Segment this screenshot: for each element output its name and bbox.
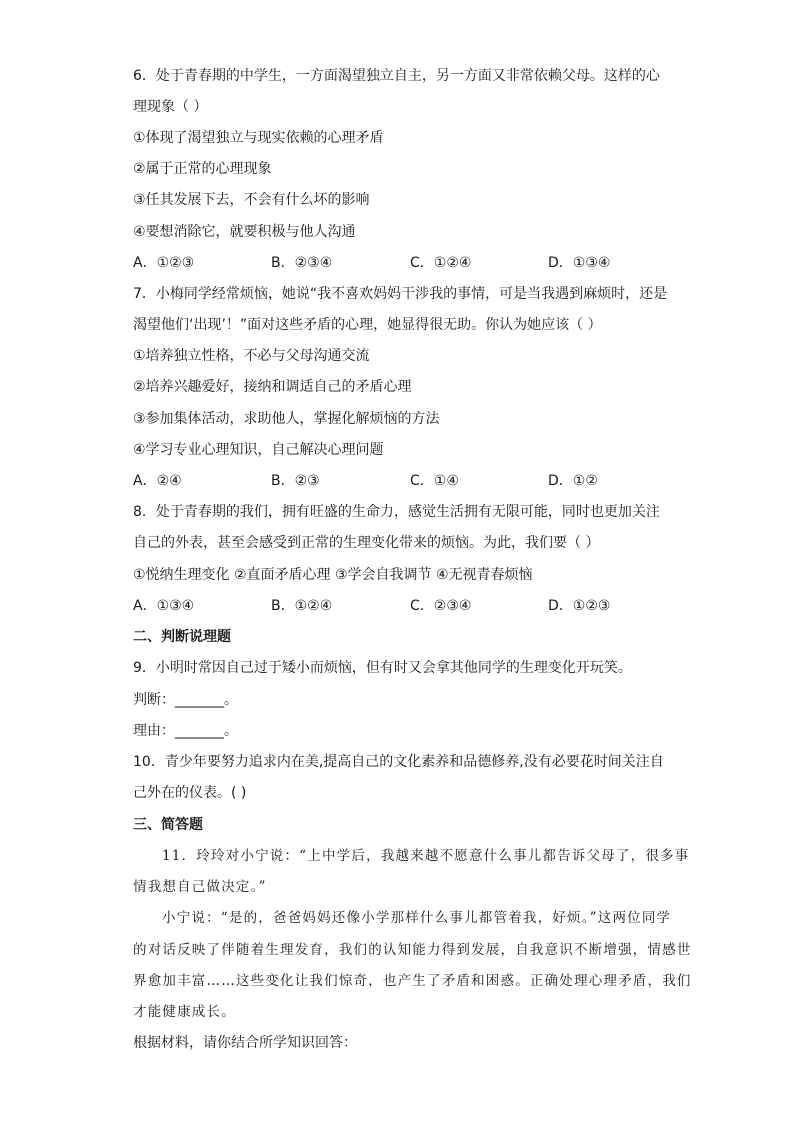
q9-stem: 9．小明时常因自己过于矮小而烦恼，但有时又会拿其他同学的生理变化开玩笑。 <box>133 660 632 676</box>
q11-material-line2: 情我想自己做决定。” <box>133 879 267 895</box>
q11-material-line5: 界愈加丰富……这些变化让我们惊奇，也产生了矛盾和困惑。正确处理心理矛盾，我们 <box>133 973 692 989</box>
q6-item-4: ④要想消除它，就要积极与他人沟通 <box>133 224 356 240</box>
section2-heading: 二、判断说理题 <box>133 629 231 645</box>
q6-option-b: B．②③④ <box>271 255 333 271</box>
q7-item-3: ③参加集体活动，求助他人，掌握化解烦恼的方法 <box>133 411 440 427</box>
q7-option-d: D．①② <box>548 473 598 489</box>
q8-stem-line2: 自己的外表，甚至会感受到正常的生理变化带来的烦恼。为此，我们要（ ） <box>133 535 600 551</box>
q8-option-b: B．①②④ <box>271 598 333 614</box>
q7-option-c: C．①④ <box>410 473 459 489</box>
q6-stem-line1: 6．处于青春期的中学生，一方面渴望独立自主，另一方面又非常依赖父母。这样的心 <box>133 68 660 84</box>
q11-material-line1: 11．玲玲对小宁说：“上中学后，我越来越不愿意什么事儿都告诉父母了，很多事 <box>162 848 690 864</box>
q10-stem-line1: 10．青少年要努力追求内在美,提高自己的文化素养和品德修养,没有必要花时间关注自 <box>133 754 664 770</box>
q7-item-1: ①培养独立性格，不必与父母沟通交流 <box>133 348 370 364</box>
q6-item-1: ①体现了渴望独立与现实依赖的心理矛盾 <box>133 130 384 146</box>
q6-item-3: ③任其发展下去，不会有什么坏的影响 <box>133 192 370 208</box>
q7-option-b: B．②③ <box>271 473 320 489</box>
q7-item-2: ②培养兴趣爱好，接纳和调适自己的矛盾心理 <box>133 379 412 395</box>
q9-reason-line: 理由：_______。 <box>133 723 238 739</box>
q8-items-line: ①悦纳生理变化 ②直面矛盾心理 ③学会自我调节 ④无视青春烦恼 <box>133 567 533 583</box>
q8-option-d: D．①②③ <box>548 598 611 614</box>
q11-material-line3: 小宁说：“是的，爸爸妈妈还像小学那样什么事儿都管着我，好烦。”这两位同学 <box>162 910 672 926</box>
q8-option-a: A．①③④ <box>133 598 195 614</box>
q11-prompt: 根据材料，请你结合所学知识回答： <box>133 1035 357 1051</box>
q7-stem-line1: 7．小梅同学经常烦恼，她说“我不喜欢妈妈干涉我的事情，可是当我遇到麻烦时，还是 <box>133 286 668 302</box>
q8-stem-line1: 8．处于青春期的我们，拥有旺盛的生命力，感觉生活拥有无限可能，同时也更加关注 <box>133 504 660 520</box>
q11-material-line6: 才能健康成长。 <box>133 1004 236 1020</box>
q6-option-c: C．①②④ <box>410 255 472 271</box>
q10-stem-line2: 己外在的仪表。( ) <box>133 785 247 801</box>
q8-option-c: C．②③④ <box>410 598 472 614</box>
q7-option-a: A．②④ <box>133 473 182 489</box>
q7-stem-line2: 渴望他们‘出现’！”面对这些矛盾的心理，她显得很无助。你认为她应该（ ） <box>133 317 602 333</box>
q6-option-a: A．①②③ <box>133 255 195 271</box>
q11-material-line4: 的对话反映了伴随着生理发育，我们的认知能力得到发展，自我意识不断增强，情感世 <box>133 942 692 958</box>
q6-stem-line2: 理现象（ ） <box>133 99 208 115</box>
q6-item-2: ②属于正常的心理现象 <box>133 161 272 177</box>
q6-option-d: D．①③④ <box>548 255 611 271</box>
section3-heading: 三、简答题 <box>133 817 203 833</box>
q7-item-4: ④学习专业心理知识，自己解决心理问题 <box>133 442 384 458</box>
q9-judgment-line: 判断：_______。 <box>133 692 238 708</box>
